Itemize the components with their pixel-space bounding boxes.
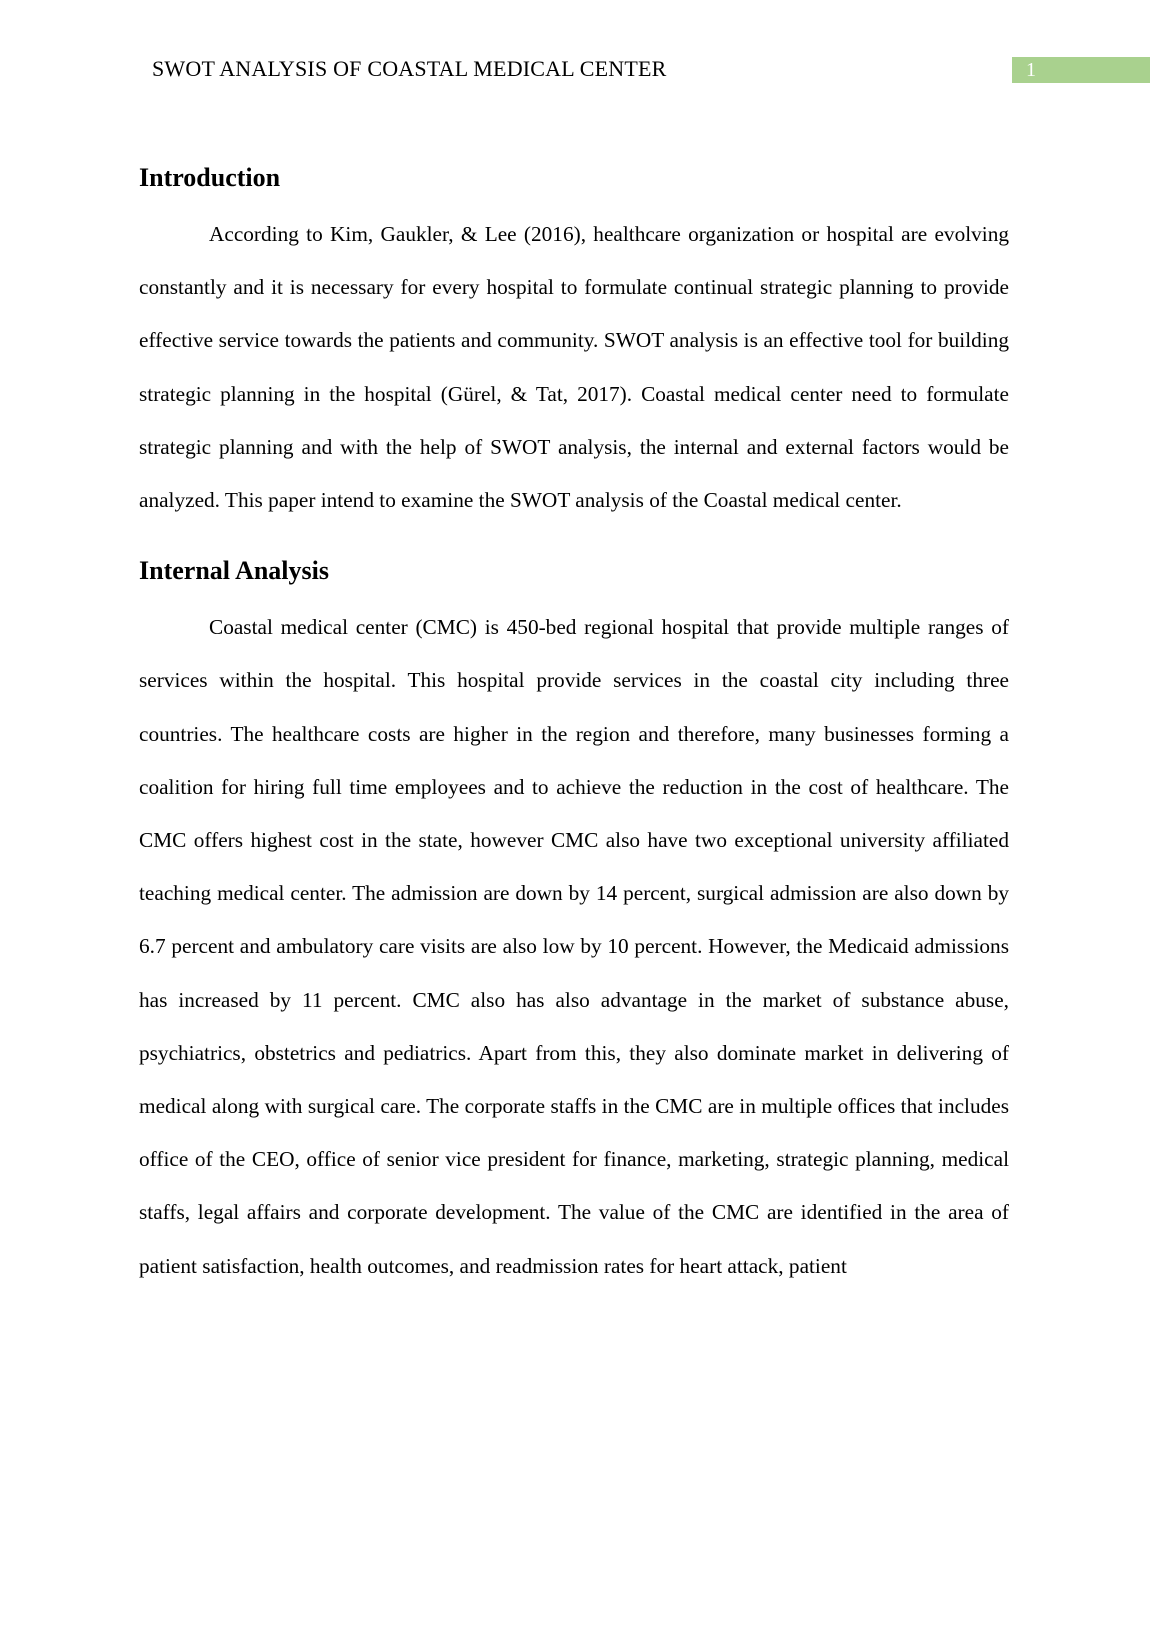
- section-introduction: [139, 156, 1009, 527]
- running-head: SWOT ANALYSIS OF COASTAL MEDICAL CENTER: [152, 56, 667, 81]
- page-number: 1: [1026, 59, 1036, 81]
- internal-analysis-paragraph: Coastal medical center (CMC) is 450-bed regional hospital that provide multiple ranges of services within the hospital. This hospital provide services in the coastal city including three countries. The healthcare costs are higher in the region and therefore, many businesses forming a coalition for hiring full time employees and to achieve the reduction in the cost of healthcare. The CMC offers highest cost in the state, however CMC also have two exceptional university affiliated teaching medical center. The admission are down by 14 percent, surgical admission are also down by 6.7 percent and ambulatory care visits are also low by 10 percent. However, the Medicaid admissions has increased by 11 percent. CMC also has also advantage in the market of substance abuse, psychiatrics, obstetrics and pediatrics. Apart from this, they also dominate market in delivering of medical along with surgical care. The corporate staffs in the CMC are in multiple offices that includes office of the CEO, office of senior vice president for finance, marketing, strategic planning, medical staffs, legal affairs and corporate development. The value of the CMC are identified in the area of patient satisfaction, health outcomes, and readmission rates for heart attack, patient: [139, 615, 1009, 1278]
- document-body: [139, 156, 1009, 1293]
- section-spacer: [139, 527, 1009, 549]
- introduction-paragraph: According to Kim, Gaukler, & Lee (2016), healthcare organization or hospital are evolving constantly and it is necessary for every hospital to formulate continual strategic planning to provide effective service towards the patients and community. SWOT analysis is an effective tool for building strategic planning in the hospital (Gürel, & Tat, 2017). Coastal medical center need to formulate strategic planning and with the help of SWOT analysis, the internal and external factors would be analyzed. This paper intend to examine the SWOT analysis of the Coastal medical center.: [139, 222, 1009, 513]
- section-internal-analysis: [139, 549, 1009, 1293]
- page-number-badge: [1012, 57, 1150, 83]
- section-heading-internal-analysis: Internal Analysis: [139, 556, 329, 586]
- section-heading-introduction: Introduction: [139, 163, 281, 192]
